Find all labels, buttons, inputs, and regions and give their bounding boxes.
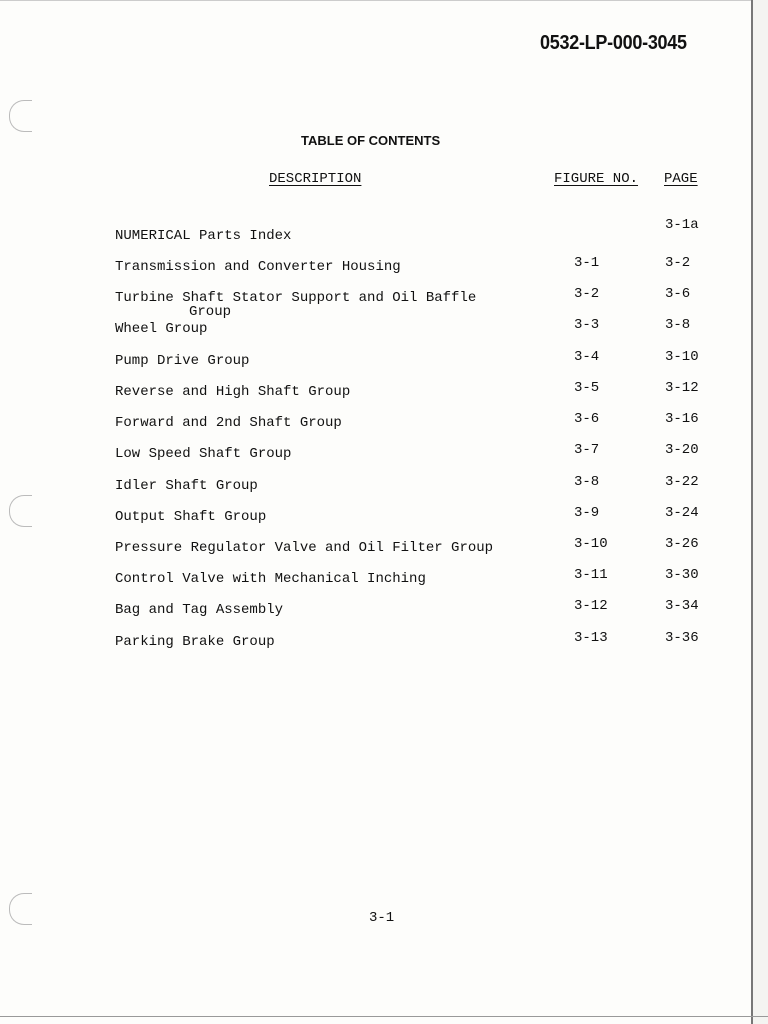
toc-entry-page: 3-12 (665, 380, 699, 396)
toc-entry-description: Low Speed Shaft Group (115, 446, 292, 462)
toc-entry-figure: 3-10 (574, 536, 608, 552)
toc-entry-page: 3-10 (665, 349, 699, 365)
toc-entry-page: 3-22 (665, 474, 699, 490)
document-number: 0532-LP-000-3045 (540, 32, 687, 54)
toc-entry-description: Wheel Group (115, 321, 208, 337)
toc-row (0, 411, 768, 435)
toc-entry-figure: 3-1 (574, 255, 600, 271)
toc-entry-description: Reverse and High Shaft Group (115, 384, 351, 400)
page-title: TABLE OF CONTENTS (301, 133, 441, 148)
toc-entry-description: Pump Drive Group (115, 353, 250, 369)
toc-entry-page: 3-24 (665, 505, 699, 521)
toc-entry-page: 3-1a (665, 217, 699, 233)
toc-entry-page: 3-36 (665, 630, 699, 646)
toc-row (0, 474, 768, 498)
toc-entry-figure: 3-13 (574, 630, 608, 646)
toc-entry-page: 3-26 (665, 536, 699, 552)
toc-entry-description: Output Shaft Group (115, 509, 267, 525)
toc-entry-description: Transmission and Converter Housing (115, 259, 401, 275)
toc-entry-figure: 3-8 (574, 474, 600, 490)
toc-row (0, 536, 768, 560)
toc-entry-description: Idler Shaft Group (115, 478, 258, 494)
toc-row (0, 630, 768, 654)
column-header-description: DESCRIPTION (269, 171, 362, 187)
toc-entry-page: 3-6 (665, 286, 691, 302)
toc-entry-figure: 3-2 (574, 286, 600, 302)
toc-entry-description-continuation: Group (189, 304, 232, 320)
toc-entry-description: NUMERICAL Parts Index (115, 228, 292, 244)
toc-entry-page: 3-20 (665, 442, 699, 458)
toc-entry-figure: 3-9 (574, 505, 600, 521)
toc-entry-figure: 3-7 (574, 442, 600, 458)
toc-entry-page: 3-16 (665, 411, 699, 427)
toc-row (0, 598, 768, 622)
toc-row (0, 567, 768, 591)
toc-entry-description: Parking Brake Group (115, 634, 275, 650)
toc-row (0, 286, 768, 320)
toc-entry-page: 3-8 (665, 317, 691, 333)
toc-row (0, 380, 768, 404)
toc-entry-description: Turbine Shaft Stator Support and Oil Baffle (115, 290, 477, 306)
toc-row (0, 255, 768, 279)
toc-entry-description: Pressure Regulator Valve and Oil Filter Group (115, 540, 494, 556)
page-number: 3-1 (369, 910, 395, 926)
toc-entry-figure: 3-5 (574, 380, 600, 396)
toc-row (0, 349, 768, 373)
toc-entry-description: Forward and 2nd Shaft Group (115, 415, 342, 431)
toc-row (0, 217, 768, 248)
toc-entry-page: 3-2 (665, 255, 691, 271)
toc-entry-description: Control Valve with Mechanical Inching (115, 571, 426, 587)
toc-entry-page: 3-34 (665, 598, 699, 614)
toc-entry-figure: 3-4 (574, 349, 600, 365)
toc-entry-figure: 3-12 (574, 598, 608, 614)
toc-row (0, 317, 768, 341)
column-header-page: PAGE (664, 171, 698, 187)
toc-entry-page: 3-30 (665, 567, 699, 583)
toc-row (0, 505, 768, 529)
toc-entry-figure: 3-6 (574, 411, 600, 427)
toc-row (0, 442, 768, 466)
toc-entry-figure: 3-3 (574, 317, 600, 333)
toc-entry-figure: 3-11 (574, 567, 608, 583)
column-header-figure-no: FIGURE NO. (554, 171, 639, 187)
toc-entry-description: Bag and Tag Assembly (115, 602, 284, 618)
